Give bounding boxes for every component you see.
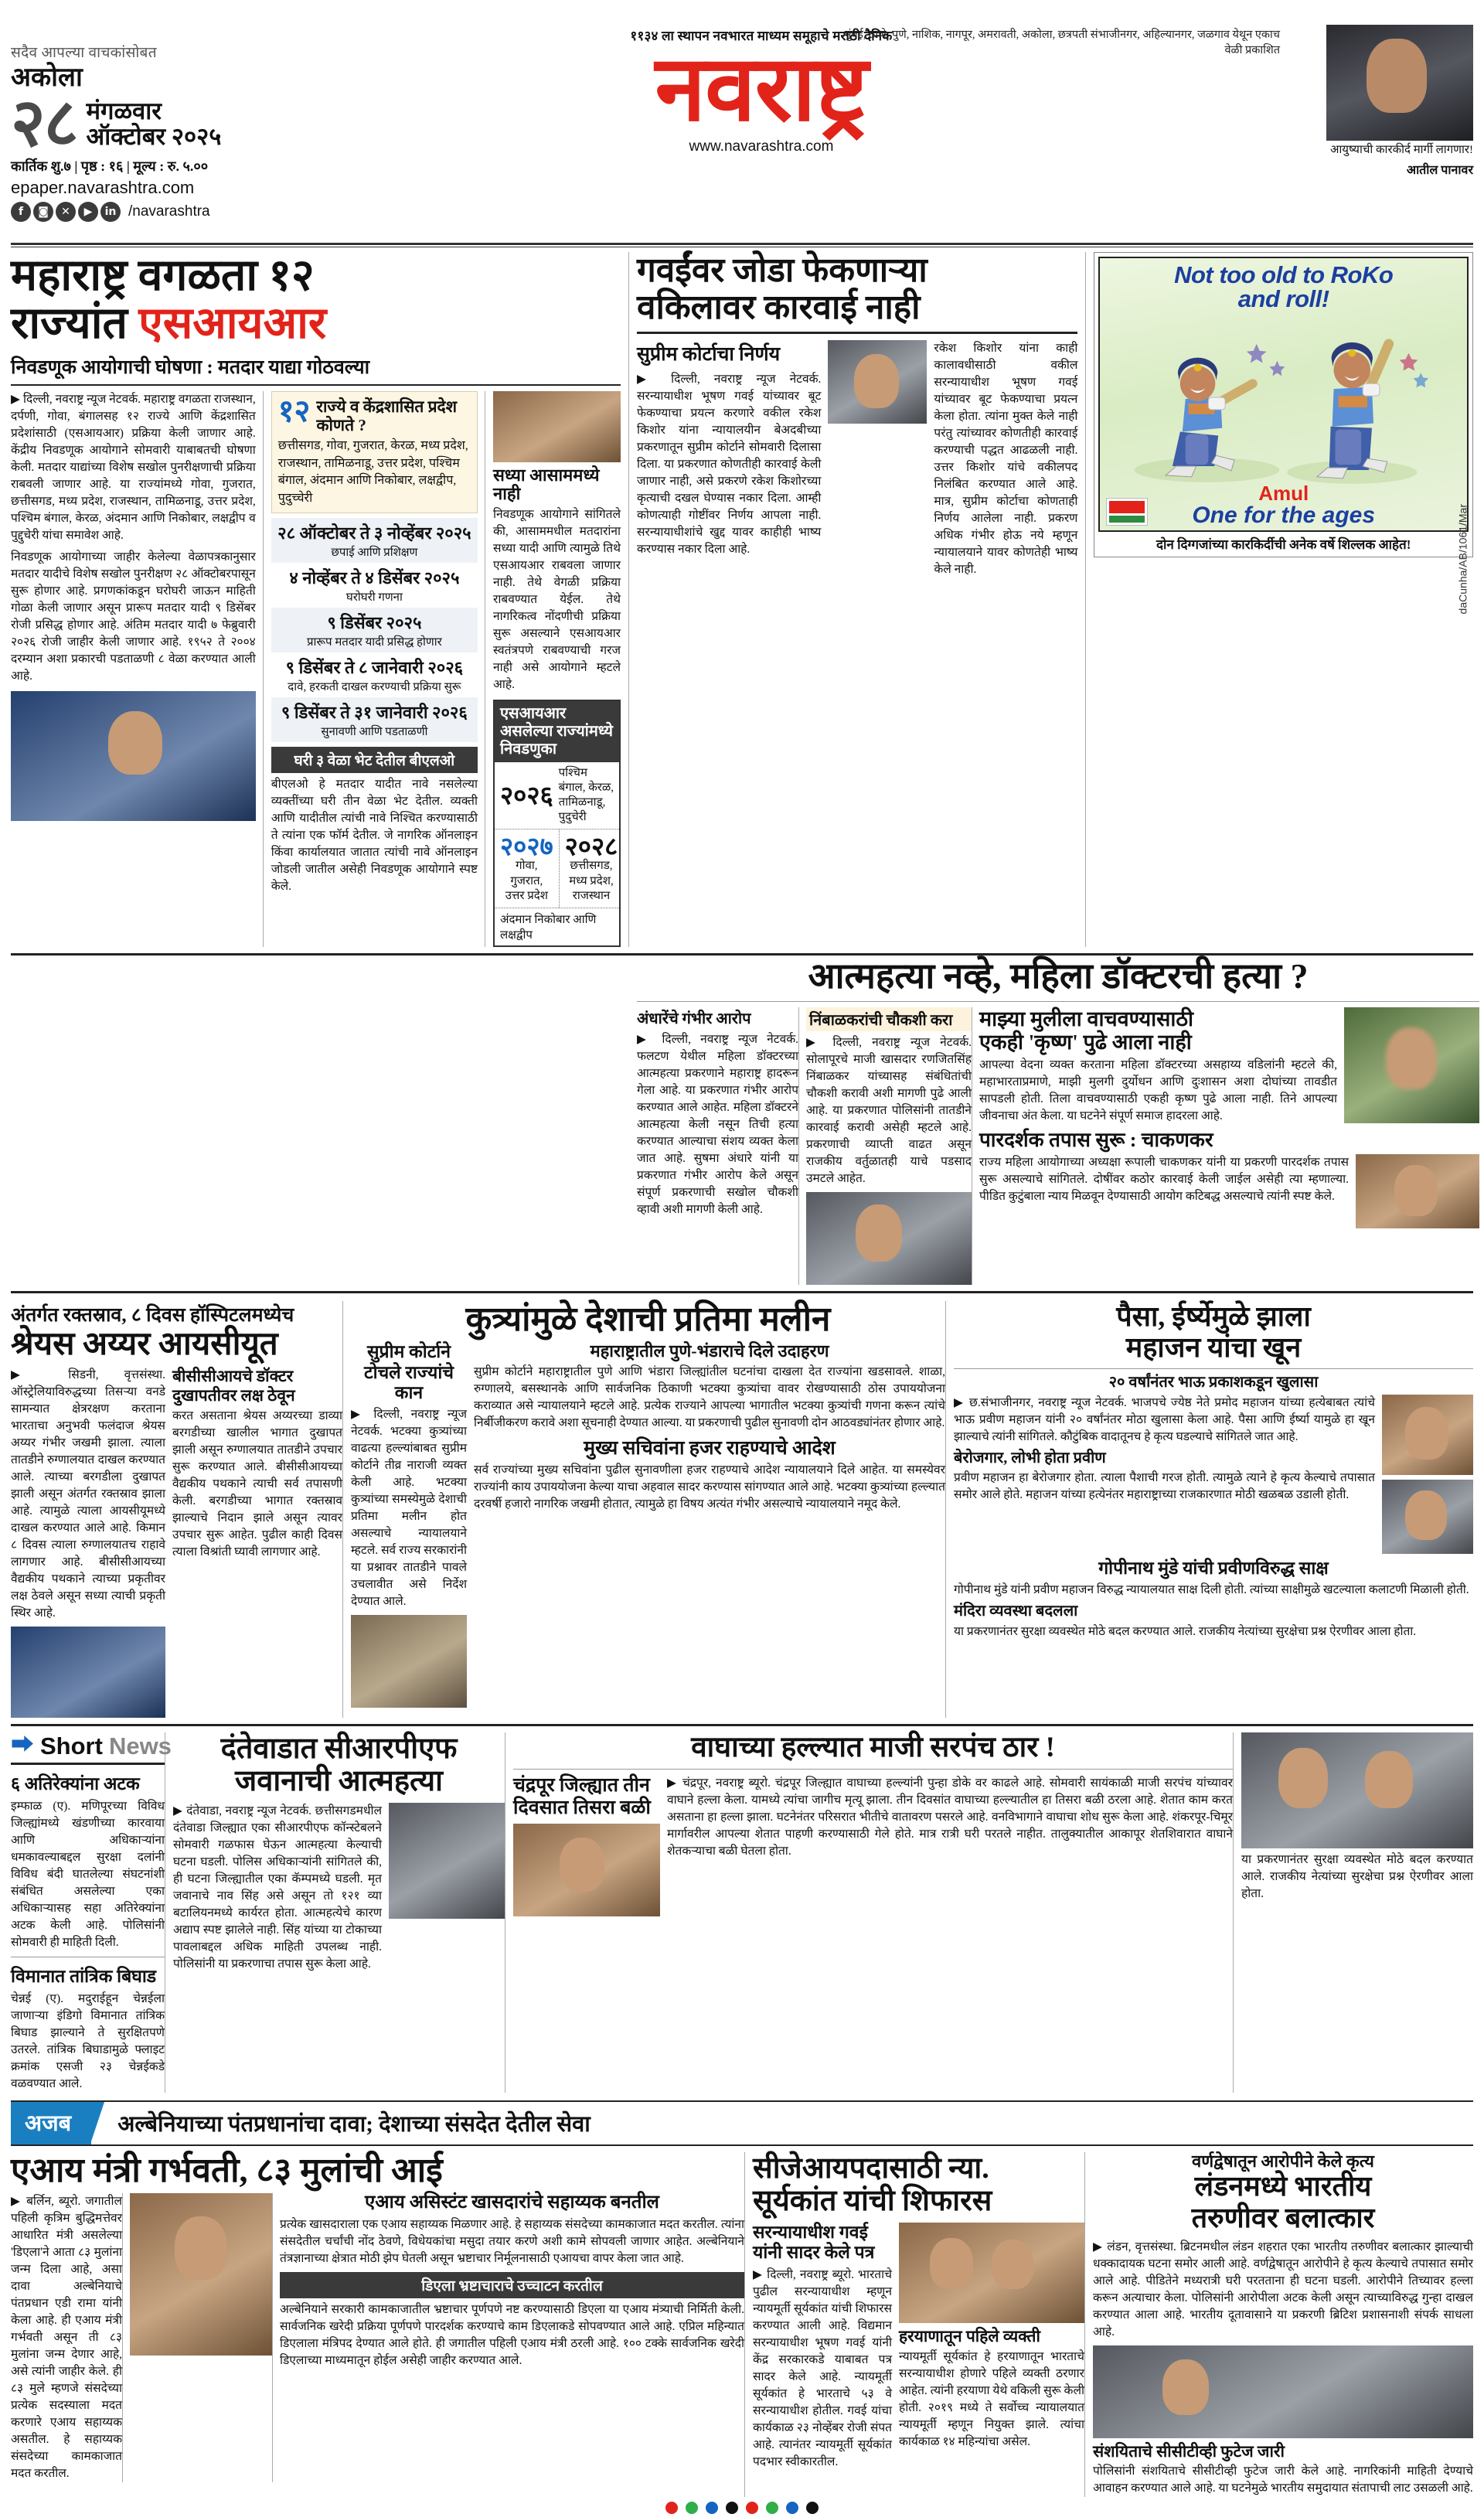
timeline-label: प्रारूप मतदार यादी प्रसिद्ध होणार — [306, 635, 442, 649]
doctor-photo-2 — [806, 1192, 972, 1285]
short-news-title-2: News — [108, 1732, 172, 1759]
munde-sub: गोपीनाथ मुंडे यांची प्रवीणविरुद्ध साक्ष — [1098, 1558, 1329, 1578]
doctor-headline: आत्महत्या नव्हे, महिला डॉक्टरची हत्या ? — [808, 956, 1309, 996]
shreyas-body: ▶ सिडनी, वृत्तसंस्था. ऑस्ट्रेलियाविरुद्धच्या तिसऱ्या वनडे सामन्यात क्षेत्ररक्षण करताना भारताचा अनुभवी फलंदाज श्रेयस अय्यर गंभीर जखमी झाला. त्याला तातडीने रुग्णालयात दाखल करण्यात आले. त्याच्या बरगडीला दुखापत झाली असून अंतर्गत रक्तस्राव झाला आहे. त्यामुळे त्याला आयसीयूमध्ये दाखल करण्यात आले आहे. किमान ८ दिवस त्याला रुग्णालयातच राहावे लागणार आहे. बीसीसीआयच्या वैद्यकीय पथकाने त्याच्या प्रकृतीवर लक्ष ठेवले असून सध्या त्याची प्रकृती स्थिर आहे. — [11, 1368, 165, 1620]
short-news-item-body: इम्फाळ (ए). मणिपूरच्या विविध जिल्ह्यांमध्ये खंडणीच्या कारवाया आणि अधिकाऱ्यांना धमकावल्याबद्दल सुरक्षा दलांनी विविध बंदी घातलेल्या संघटनांशी संबंधित असलेल्या एका अधिकाऱ्यासह सहा अतिरेक्यांना अटक केली आहे. पोलिसांनी सोमवारी ही माहिती दिली. — [11, 1799, 165, 1949]
mahajan-sub-1: बेरोजगार, लोभी होता प्रवीण — [954, 1449, 1106, 1466]
london-photo — [1093, 2345, 1473, 2438]
edition-city: अकोला — [11, 63, 83, 92]
doctor-sub-2: निंबाळकरांची चौकशी करा — [806, 1007, 972, 1031]
mahajan-headline-l1: पैसा, ईर्ष्येमुळे झाला — [1116, 1300, 1311, 1332]
crpf-photo — [389, 1803, 505, 1919]
masthead — [11, 8, 1473, 240]
assam-headline: सध्या आसाममध्ये नाही — [493, 465, 600, 503]
london-headline-l2: तरुणीवर बलात्कार — [1191, 2202, 1375, 2233]
mahajan-extra — [1241, 1732, 1473, 2093]
states-count: १२ — [277, 394, 311, 429]
gavai-kicker: सुप्रीम कोर्टाचा निर्णय — [637, 344, 781, 366]
timeline-row — [271, 652, 478, 697]
short-news-item-head: ६ अतिरेक्यांना अटक — [11, 1773, 140, 1794]
chakankar-body: राज्य महिला आयोगाच्या अध्यक्षा रूपाली चाकणकर यांनी या प्रकरणी पारदर्शक तपास सुरू असल्याचे सांगितले. दोषींवर कठोर कारवाई केली जाईल असेही त्या म्हणाल्या. पीडित कुटुंबाला न्याय मिळवून देण्यासाठी आयोग कटिबद्ध असल्याचे त्यांनी स्पष्ट केले. — [979, 1156, 1349, 1204]
dogs-photo — [351, 1615, 467, 1708]
lead-headline-red: एसआयआर — [138, 298, 327, 348]
shreyas-kicker: अंतर्गत रक्तस्राव, ८ दिवस हॉस्पिटलमध्येच — [11, 1304, 294, 1326]
reg-mark-black-2 — [806, 2502, 819, 2514]
story-tiger — [513, 1732, 1234, 2093]
doctor-victim-photo — [1344, 1007, 1479, 1123]
tagline: सदैव आपल्या वाचकांसोबत — [11, 45, 157, 61]
cji-photo — [899, 2223, 1084, 2323]
masthead-center — [243, 8, 1280, 155]
cji-headline-l2: सूर्यकांत यांची शिफारस — [753, 2185, 992, 2218]
timeline-date: २८ ऑक्टोबर ते ३ नोव्हेंबर २०२५ — [277, 523, 471, 543]
amul-credit: daCunha/AB/1061/Mar — [1456, 504, 1469, 615]
reg-mark-green-2 — [766, 2502, 778, 2514]
ajab-band-text: अल्बेनियाच्या पंतप्रधानांचा दावा; देशाच्या संसदेत देतील सेवा — [117, 2111, 591, 2137]
doctor-body-1: ▶ दिल्ली, नवराष्ट्र न्यूज नेटवर्क. फलटण येथील महिला डॉक्टरच्या आत्महत्या प्रकरणाने महाराष्ट्र हादरून गेला आहे. या प्रकरणात गंभीर आरोप करण्यात आले आहेत. महिला डॉक्टरने आत्महत्या केली नसून तिची हत्या करण्यात आल्याचा संशय व्यक्त केला जात आहे. सुषमा अंधारे यांनी या प्रकरणात गंभीर आरोप केले असून संपूर्ण प्रकरणाची सखोल चौकशी व्हावी अशी मागणी केली आहे. — [637, 1032, 798, 1216]
albania-headline — [11, 2152, 744, 2189]
sir-box-title: एसआयआर असलेल्या राज्यांमध्ये निवडणुका — [495, 701, 619, 762]
lead-col-3 — [493, 391, 621, 947]
doctor-body-2: ▶ दिल्ली, नवराष्ट्र न्यूज नेटवर्क. सोलापूरचे माजी खासदार रणजितसिंह निंबाळकर यांच्यासह संबंधितांची चौकशी करावी अशी मागणी पुढे आली आहे. या प्रकरणात पोलिसांनी तातडीने कारवाई करावी असेही म्हटले आहे. प्रकरणाची व्याप्ती वाढत असून राजकीय वर्तुळातही याचे पडसाद उमटले आहेत. — [806, 1035, 972, 1185]
sir-elections-box — [493, 700, 621, 947]
timeline-label: छपाई आणि प्रशिक्षण — [331, 546, 418, 559]
tiger-sub-l2: दिवसात तिसरा बळी — [513, 1797, 651, 1818]
anchor-caption: आयुष्याची कारकीर्द मार्गी लागणार! — [1329, 144, 1473, 156]
gavai-photo — [828, 340, 927, 424]
shreyas-headline: श्रेयस अय्यर आयसीयूत — [11, 1326, 278, 1362]
dogs-kicker-right: महाराष्ट्रातील पुणे-भंडाराचे दिले उदाहरण — [590, 1341, 829, 1361]
gavai-body-left: ▶ दिल्ली, नवराष्ट्र न्यूज नेटवर्क. सरन्यायाधीश भूषण गवई यांच्यावर बूट फेकण्याचा प्रयत्न करणारे वकील रकेश किशोर यांना न्यायालयीन बेअदबीच्या प्रकरणातून सुप्रीम कोर्टाने सोमवारी दिलासा दिला. या प्रकरणात कोणतीही कारवाई केली जाणार नाही, असे प्रकरणे रकेश किशोरच्या कृत्याची दखल घेण्यास नकार दिला. आम्ही कोणत्याही गोष्टींवर निर्णय आपला नाही. सरन्यायाधीशांचे खुद्द यावर काहीही भाष्य करण्यास नकार दिला आहे. — [637, 373, 822, 557]
amul-line2: and roll! — [1237, 285, 1329, 312]
sir-year: २०२६ — [500, 781, 553, 810]
established-line: ११३४ ला स्थापन नवभारत माध्यम समूहाचे मराठी दैनिक — [630, 29, 893, 43]
doctor-body-3: आपल्या वेदना व्यक्त करताना महिला डॉक्टरच्या असहाय्य वडिलांनी म्हटले की, महाभारताप्रमाणे, माझी मुलगी दुर्योधन आणि दुःशासन अशा दोघांच्या तावडीत सापडली होती. तिला वाचवण्यासाठी एकही कृष्ण पुढे आला नाही. तिने आपल्या जीवनाचा अंत केला. या घटनेने संपूर्ण समाज हादरला आहे. — [979, 1058, 1337, 1123]
mahajan-photo-2 — [1382, 1480, 1473, 1554]
bcci-sub: बीसीसीआयचे डॉक्टर दुखापतीवर लक्ष ठेवून — [172, 1366, 295, 1405]
reg-mark-red-2 — [746, 2502, 758, 2514]
lead-photo — [11, 691, 256, 821]
arrow-right-icon: ⮕ — [11, 1731, 34, 1759]
tiger-sub-l1: चंद्रपूर जिल्ह्यात तीन — [513, 1774, 650, 1796]
london-headline-l1: लंडनमध्ये भारतीय — [1194, 2170, 1372, 2202]
shreyas-photo — [11, 1627, 165, 1718]
london-body-2: पोलिसांनी संशयिताचे सीसीटीव्ही फुटेज जारी केले आहे. नागरिकांनी माहिती देण्याचे आवाहन करण्यात आले आहे. या घटनेमुळे भारतीय समुदायात संतापाची लाट उसळली आहे. — [1093, 2465, 1473, 2495]
amul-tagline: One for the ages — [1192, 502, 1376, 528]
section-lead — [11, 252, 1473, 947]
instagram-icon[interactable]: ◙ — [33, 202, 53, 222]
reg-mark-blue — [706, 2502, 718, 2514]
reg-mark-red — [665, 2502, 678, 2514]
lead-body-2: निवडणूक आयोगाच्या जाहीर केलेल्या वेळापत्रकानुसार मतदार यादीचे विशेष सखोल पुनरीक्षण २८ ऑक्टोबरपासून सुरू होणार आहे. प्रगणकांकडून घरोघरी जाऊन माहिती गोळा केली जाणार असून प्रारूप मतदार यादी ९ डिसेंबर रोजी प्रसिद्ध होणार आहे. अंतिम मतदार यादी ७ फेब्रुवारी २०२६ रोजी जाहीर केली जाणार आहे. १९५२ ते २००४ दरम्यान अशा प्रकारची पडताळणी ८ वेळा करण्यात आली आहे. — [11, 550, 256, 683]
lead-columns — [11, 391, 621, 947]
albania-sub: एआय असिस्टंट खासदारांचे सहाय्यक बनतील — [365, 2192, 659, 2213]
sir-row — [495, 762, 619, 830]
doctor-sub-1: अंधारेंचे गंभीर आरोप — [637, 1010, 751, 1027]
mahajan-body-3: या प्रकरणानंतर सुरक्षा व्यवस्थेत मोठे बदल करण्यात आले. राजकीय नेत्यांच्या सुरक्षेचा प्रश्न ऐरणीवर आला होता. — [954, 1624, 1417, 1638]
diella-body: अल्बेनियाने सरकारी कामकाजातील भ्रष्टाचार पूर्णपणे नष्ट करण्यासाठी डिएला या एआय मंत्र्याची निर्मिती केली. सार्वजनिक खरेदी प्रक्रिया पूर्णपणे पारदर्शक करण्याचे काम डिएलाकडे सोपवण्यात आले आहे. एप्रिल महिन्यात डिएलाला मंत्रिपद देण्यात आले होते. ही जगातील पहिली एआय मंत्री ठरली आहे. १०० टक्के सार्वजनिक खरेदी डिएलाच्या माध्यमातून होईल असेही जाहीर करण्यात आले. — [280, 2303, 744, 2368]
lead-deck: निवडणूक आयोगाची घोषणा : मतदार याद्या गोठवल्या — [11, 353, 621, 386]
states-box — [271, 391, 478, 513]
issue-meta: कार्तिक शु.७ | पृष्ठ : १६ | मूल्य : रु. ५.०० — [11, 158, 209, 175]
timeline-date: ९ डिसेंबर २०२५ — [327, 612, 422, 632]
sir-year: २०२७ — [500, 832, 553, 861]
london-kicker: वर्णद्वेषातून आरोपीने केले कृत्य — [1192, 2151, 1374, 2171]
cji-body-2: न्यायमूर्ती सूर्यकांत हे हरयाणातून भारताचे सरन्यायाधीश होणारे पहिले व्यक्ती ठरणार आहेत. त्यांनी हरयाणा येथे वकिली सुरू केली होती. २०१९ मध्ये ते सर्वोच्च न्यायालयात न्यायमूर्ती म्हणून नियुक्त झाले. त्यांचा कार्यकाळ १४ महिन्यांचा असेल. — [899, 2349, 1084, 2448]
short-news — [11, 1731, 172, 2093]
mahajan-photo-3 — [1241, 1732, 1473, 1848]
albania-body: ▶ बर्लिन, ब्यूरो. जगातील पहिली कृत्रिम बुद्धिमत्तेवर आधारित मंत्री असलेल्या 'डिएला'ने आता ८३ मुलांना जन्म दिला आहे, असा दावा अल्बेनियाचे पंतप्रधान एडी रामा यांनी केला आहे. ही एआय मंत्री गर्भवती असून ती ८३ मुलांना जन्म देणार आहे, असे त्यांनी जाहीर केले. ही ८३ मुले म्हणजे संसदेच्या प्रत्येक सदस्याला मदत करणारे एआय सहाय्यक असतील. हे सहाय्यक संसदेच्या कामकाजात मदत करतील. — [11, 2195, 122, 2481]
lead-story — [11, 252, 629, 947]
amul-advertisement — [1094, 252, 1473, 947]
mahajan-kicker: २० वर्षांनंतर भाऊ प्रकाशकडून खुलासा — [1108, 1374, 1319, 1392]
dogs-kicker-left: सुप्रीम कोर्टाने टोचले राज्यांचे कान — [364, 1342, 454, 1402]
section-d — [11, 1732, 1473, 2093]
anchor-photo — [1326, 25, 1473, 141]
cji-sub: सरन्यायाधीश गवई यांनी सादर केले पत्र — [753, 2223, 875, 2263]
election-timeline — [271, 518, 478, 742]
timeline-label: सुनावणी आणि पडताळणी — [321, 725, 428, 738]
cricketers-illustration — [1100, 312, 1467, 490]
epaper-url[interactable]: epaper.navarashtra.com — [11, 178, 195, 198]
x-twitter-icon[interactable]: ✕ — [56, 202, 76, 222]
albania-headline-l1: एआय मंत्री गर्भवती, — [11, 2151, 248, 2189]
timeline-label: दावे, हरकती दाखल करण्याची प्रक्रिया सुरू — [288, 680, 461, 693]
mahajan-photo-1 — [1382, 1395, 1473, 1475]
lead-headline-line2 — [11, 300, 621, 348]
gavai-body-right: रकेश किशोर यांना काही कालावधीसाठी वकील सरन्यायाधीश भूषण गवई यांच्यावर बूट फेकण्याचा प्रयत्न केला होता. त्यांना मुक्त केले नाही परंतु त्यांच्यावर कोणतीही कारवाई करण्याची पद्धत आढळली नाही. उत्तर किशोर यांचे वकीलपद निलंबित करण्यात आले आहे. मात्र, सुप्रीम कोर्टाचा कोणताही निर्णय आलेला नाही. प्रकरण अधिक गंभीर होऊ नये म्हणून न्यायालयाने यावर कोणतेही भाष्य केले नाही. — [934, 342, 1078, 577]
story-dogs — [351, 1301, 946, 1718]
doctor-col-2 — [806, 1007, 972, 1285]
story-crpf — [173, 1732, 505, 2093]
mahajan-body-1: प्रवीण महाजन हा बेरोजगार होता. त्याला पैशाची गरज होती. त्यामुळे त्याने हे कृत्य केल्याचे तपासात समोर आले होते. महाजन यांच्या हत्येनंतर महाराष्ट्राच्या राजकारणात मोठी खळबळ उडाली होती. — [954, 1471, 1375, 1502]
timeline-row — [271, 608, 478, 652]
cji-sub-2: हरयाणातून पहिले व्यक्ती — [899, 2327, 1040, 2346]
date-day: २८ — [11, 86, 77, 160]
section-c — [11, 1301, 1473, 1718]
sir-row — [495, 829, 560, 908]
mahajan-sub-3: मंदिरा व्यवस्था बदलला — [954, 1603, 1078, 1620]
timeline-row — [271, 518, 478, 563]
anchor-pointer: आतील पानावर — [1406, 163, 1473, 177]
dogs-headline: कुत्र्यांमुळे देशाची प्रतिमा मलीन — [465, 1300, 831, 1338]
story-albania — [11, 2152, 745, 2497]
dogs-body-mid: सुप्रीम कोर्टाने महाराष्ट्रातील पुणे आणि भंडारा जिल्ह्यांतील घटनांचा दाखला देत राज्यांना खडसावले. शाळा, रुग्णालये, बसस्थानके आणि सार्वजनिक ठिकाणी भटक्या कुत्र्यांचा वावर रोखण्यासाठी ठोस उपाययोजना कराव्यात असे न्यायालयाने म्हटले आहे. प्रत्येक राज्याने आपल्या भागातील भटक्या कुत्र्यांची गणना करून त्यांचे निर्बीजीकरण करावे अशा सूचनाही देण्यात आल्या. या प्रकरणाची पुढील सुनावणी दोन आठवड्यांनंतर होणार आहे. — [474, 1364, 945, 1429]
gavai-headline-line1: गवईंवर जोडा फेकणाऱ्या — [637, 251, 928, 289]
albania-headline-l2: ८३ मुलांची आई — [256, 2151, 443, 2189]
chakankar-photo — [1356, 1154, 1479, 1228]
sir-states: पश्चिम बंगाल, केरळ, तामिळनाडू, पुदुचेरी — [558, 766, 614, 824]
story-doctor — [11, 957, 1473, 1285]
short-news-title-1: Short — [40, 1732, 103, 1759]
mahajan-headline-l2: महाजन यांचा खून — [1125, 1331, 1302, 1363]
lead-col-1 — [11, 391, 264, 947]
date-month-year: ऑक्टोबर २०२५ — [86, 122, 222, 150]
story-london — [1093, 2152, 1473, 2497]
date-block — [11, 86, 243, 160]
amul-footer — [1100, 483, 1467, 528]
short-news-item-head: विमानात तांत्रिक बिघाड — [11, 1966, 157, 1986]
tiger-victim-photo — [513, 1824, 660, 1916]
sir-year: २०२८ — [564, 832, 618, 861]
albania-photo — [130, 2193, 272, 2356]
short-news-header — [11, 1731, 172, 1765]
states-box-list: छत्तीसगड, गोवा, गुजरात, केरळ, मध्य प्रदेश, राजस्थान, तामिळनाडू, उत्तर प्रदेश, पश्चिम बंगाल, अंदमान आणि निकोबार, लक्षद्वीप, पुदुच्चेरी — [277, 439, 468, 505]
short-news-item-body: चेन्नई (ए). मदुराईहून चेन्नईला जाणाऱ्या इंडिगो विमानात तांत्रिक बिघाड झाल्याने ते सुरक्षितपणे उतरले. तांत्रिक बिघाडामुळे फ्लाइट क्रमांक एसजी २३ चेन्नईकडे वळवण्यात आले. — [11, 1991, 165, 2090]
social-handle: /navarashtra — [128, 203, 210, 220]
sir-footer: अंदमान निकोबार आणि लक्षद्वीप — [500, 913, 597, 942]
timeline-label: घरोघरी गणना — [345, 591, 403, 604]
chakankar-sub: पारदर्शक तपास सुरू : चाकणकर — [979, 1129, 1213, 1152]
doctor-col-3 — [979, 1007, 1479, 1285]
london-body: ▶ लंडन, वृत्तसंस्था. ब्रिटनमधील लंडन शहरात एका भारतीय तरुणीवर बलात्कार झाल्याची धक्कादायक घटना समोर आली आहे. वर्णद्वेषातून आरोपीने हे कृत्य केल्याचे तपासात समोर आले आहे. पीडितेने मध्यरात्री घरी परतताना ही घटना घडली. आरोपीने तिच्यावर हल्ला करून अत्याचार केला. पोलिसांनी आरोपीला अटक केली असून त्याच्याविरुद्ध गुन्हा दाखल करण्यात आला आहे. भारतीय दूतावासाने या प्रकरणी ब्रिटिश प्रशासनाशी संपर्क साधला आहे. — [1093, 2240, 1473, 2339]
albania-body-2: प्रत्येक खासदाराला एक एआय सहाय्यक मिळणार आहे. हे सहाय्यक संसदेच्या कामकाजात मदत करतील. त्यांना संसदेतील चर्चांची नोंद ठेवणे, विधेयकांचा मसुदा तयार करणे अशी कामे सोपवली जाणार आहेत. अल्बेनियाने तंत्रज्ञानाच्या क्षेत्रात मोठी झेप घेतली असून भ्रष्टाचार निर्मूलनासाठी एआयचा वापर केला जात आहे. — [280, 2218, 744, 2266]
reg-mark-blue-2 — [786, 2502, 798, 2514]
timeline-row — [271, 697, 478, 742]
date-weekday: मंगळवार — [86, 97, 162, 124]
lead-col-2 — [271, 391, 485, 947]
crpf-body: ▶ दंतेवाडा, नवराष्ट्र न्यूज नेटवर्क. छत्तीसगडमधील दंतेवाडा जिल्ह्यात एका सीआरपीएफ कॉन्स्टेबलने सोमवारी गळफास घेऊन आत्महत्या केल्याची घटना घडली. पोलिस अधिकाऱ्यांनी सांगितले की, ही घटना जिल्ह्यातील एका कॅम्पमध्ये घडली. मृत जवानाचे नाव सिंह असे असून तो १२१ व्या बटालियनमध्ये कार्यरत होता. आत्महत्येचे कारण अद्याप स्पष्ट झालेले नाही. सिंह यांच्या या टोकाच्या पावलाबद्दल अधिक माहिती उपलब्ध नाही. पोलिसांनी या प्रकरणाचा तपास सुरू केला आहे. — [173, 1804, 382, 1971]
dogs-sub: मुख्य सचिवांना हजर राहण्याचे आदेश — [584, 1437, 836, 1459]
story-shreyas — [11, 1301, 343, 1718]
linkedin-icon[interactable]: in — [100, 202, 121, 222]
states-box-title: राज्ये व केंद्रशासित प्रदेश कोणते ? — [316, 397, 457, 435]
sir-row — [560, 829, 624, 908]
social-links[interactable] — [11, 202, 243, 222]
doctor-sub-3-l2: एकही 'कृष्ण' पुढे आला नाही — [979, 1030, 1192, 1054]
dogs-body-left: ▶ दिल्ली, नवराष्ट्र न्यूज नेटवर्क. भटक्या कुत्र्यांच्या वाढत्या हल्ल्यांबाबत सुप्रीम कोर्टाने तीव्र नाराजी व्यक्त केली आहे. भटक्या कुत्र्यांच्या समस्येमुळे देशाची प्रतिमा मलीन होत असल्याचे न्यायालयाने म्हटले. सर्व राज्य सरकारांनी या प्रश्नावर तातडीने पावले उचलावीत असे निर्देश देण्यात आले. — [351, 1408, 467, 1609]
lead-body-1: ▶ दिल्ली, नवराष्ट्र न्यूज नेटवर्क. महाराष्ट्र वगळता राजस्थान, दर्पणी, गोवा, बंगालसह १२ राज्ये आणि केंद्रशासित प्रदेशांसाठी (एसआयआर) प्रक्रिया केली जाणार आहे. केंद्रीय निवडणूक आयोगाने सोमवारी याबाबतची घोषणा केली. मतदार याद्यांच्या विशेष सखोल पुनरीक्षणाची प्रक्रिया राबवली जाणार आहे. या राज्यांमध्ये गोवा, गुजरात, छत्तीसगड, मध्य प्रदेश, राजस्थान, तामिळनाडू, उत्तर प्रदेश, पश्चिम बंगाल, केरळ, अंदमान आणि निकोबार, लक्षद्वीप व पुद्दुचेरी यांचा समावेश आहे. — [11, 393, 256, 543]
dogs-sub-body: सर्व राज्यांच्या मुख्य सचिवांना पुढील सुनावणीला हजर राहण्याचे आदेश न्यायालयाने दिले आहेत. या समस्येवर राज्यांनी काय उपाययोजना केल्या याचा अहवाल सादर करण्यास सांगण्यात आले आहे. भटक्या कुत्र्यांच्या हल्ल्यात दरवर्षी हजारो नागरिक जखमी होतात, त्यामुळे हा विषय अत्यंत गंभीर असल्याचे न्यायालयाने नमूद केले. — [474, 1463, 945, 1511]
mahajan-body: ▶ छ.संभाजीनगर, नवराष्ट्र न्यूज नेटवर्क. भाजपचे ज्येष्ठ नेते प्रमोद महाजन यांच्या हत्येबाबत त्यांचे भाऊ प्रवीण महाजन यांनी २० वर्षांनंतर मोठा खुलासा केला आहे. पैसा आणि ईर्ष्या यामुळे हा खून झाल्याचे त्यांनी सांगितले. कौटुंबिक वादातूनच हे कृत्य घडल्याचे सांगितले जात आहे. — [954, 1395, 1375, 1443]
sir-states: छत्तीसगड, मध्य प्रदेश, राजस्थान — [569, 860, 614, 902]
amul-caption: दोन दिग्गजांच्या कारकिर्दीची अनेक वर्षे शिल्लक आहेत! — [1156, 537, 1411, 552]
bcci-body: करत असताना श्रेयस अय्यरच्या डाव्या बरगडीच्या खालील भागात दुखापत झाली असून रुग्णालयात तातडीने उपचार सुरू करण्यात आले. बीसीसीआयच्या वैद्यकीय पथकाने त्याची सर्व तपासणी केली. बरगडीच्या भागात रक्तस्राव झाल्याचे निदान झाले असून त्यावर उपचार सुरू आहेत. पुढील काही दिवस त्याला विश्रांती घ्यावी लागणार आहे. — [172, 1409, 342, 1559]
house-visit-title: घरी ३ वेळा भेट देतील बीएलओ — [271, 747, 478, 773]
lead-photo-caption: बीएलओ हे मतदार यादीत नावे नसलेल्या व्यक्तींच्या घरी तीन वेळा भेट देतील. व्यक्ती आणि यादीतील त्यांची नावे निश्चित करण्यासाठी ते त्यांना एक फॉर्म देतील. जे नागरिक ऑनलाइन किंवा कार्यालयात जातात त्यांची नावे ऑनलाइन जोडली जातील असेही निवडणूक आयोगाने स्पष्ट केले. — [271, 777, 478, 893]
timeline-date: ९ डिसेंबर ते ८ जानेवारी २०२६ — [285, 657, 464, 677]
amul-logo-icon — [1106, 498, 1148, 526]
youtube-icon[interactable]: ▶ — [78, 202, 98, 222]
diella-sub: डिएला भ्रष्टाचाराचे उच्चाटन करतील — [280, 2272, 744, 2298]
amul-brand: Amul — [1258, 481, 1309, 505]
lead-headline-line1: महाराष्ट्र वगळता १२ — [11, 251, 315, 300]
timeline-date: ४ नोव्हेंबर ते ४ डिसेंबर २०२५ — [289, 567, 460, 588]
mahajan-extra-body: या प्रकरणानंतर सुरक्षा व्यवस्थेत मोठे बदल करण्यात आले. राजकीय नेत्यांच्या सुरक्षेचा प्रश्न ऐरणीवर आला होता. — [1241, 1852, 1473, 1900]
reg-mark-green — [686, 2502, 698, 2514]
newspaper-logo: नवराष्ट्र — [655, 38, 868, 140]
amul-line1: Not too old to RoKo — [1174, 261, 1394, 288]
masthead-left — [11, 8, 243, 222]
timeline-row — [271, 563, 478, 608]
facebook-icon[interactable]: f — [11, 202, 31, 222]
story-mahajan — [954, 1301, 1473, 1718]
registration-marks — [11, 2502, 1473, 2514]
masthead-divider — [11, 243, 1473, 247]
lead-headline-black: राज्यांत — [11, 298, 139, 348]
doctor-sub-3-l1: माझ्या मुलीला वाचवण्यासाठी — [979, 1007, 1194, 1030]
story-gavai — [637, 252, 1086, 947]
story-cji — [753, 2152, 1085, 2497]
sir-states: गोवा, गुजरात, उत्तर प्रदेश — [505, 860, 548, 902]
assam-body: निवडणूक आयोगाने सांगितले की, आसाममधील मतदारांना सध्या यादी आणि त्यामुळे तिथे एसआयआर राबवला जाणार नाही. तेथे वेगळी प्रक्रिया राबवण्यात येईल. तेथे नागरिकत्व नोंदणीची प्रक्रिया सुरू असल्याने एसआयआर स्वतंत्रपणे राबवण्याची गरज नाही असे आयोगाने म्हटले आहे. — [493, 507, 621, 691]
sir-row-pair — [495, 829, 619, 908]
london-sub: संशयिताचे सीसीटीव्ही फुटेज जारी — [1093, 2441, 1285, 2461]
ajab-band — [11, 2100, 1473, 2146]
ajab-tag: अजब — [11, 2102, 91, 2144]
amul-ad-frame — [1094, 252, 1473, 615]
cji-body: ▶ दिल्ली, नवराष्ट्र ब्यूरो. भारताचे पुढील सरन्यायाधीश म्हणून न्यायमूर्ती सूर्यकांत यांची शिफारस करण्यात आली आहे. विद्यमान सरन्यायाधीश भूषण गवई यांनी केंद्र सरकारकडे याबाबत पत्र सादर केले आहे. न्यायमूर्ती सूर्यकांत हे भारताचे ५३ वे सरन्यायाधीश होतील. गवई यांचा कार्यकाळ २३ नोव्हेंबर रोजी संपत आहे. त्यानंतर न्यायमूर्ती सूर्यकांत पदभार स्वीकारतील. — [753, 2267, 892, 2468]
cji-headline-l1: सीजेआयपदासाठी न्या. — [753, 2151, 989, 2185]
crpf-headline-l2: जवानाची आत्महत्या — [235, 1765, 443, 1798]
tiger-body: ▶ चंद्रपूर, नवराष्ट्र ब्यूरो. चंद्रपूर जिल्ह्यात वाघाच्या हल्ल्यांनी पुन्हा डोके वर काढले आहे. सोमवारी सायंकाळी माजी सरपंच यांच्यावर वाघाने हल्ला केला. यामध्ये त्यांचा जागीच मृत्यू झाला. तीन दिवसांत वाघाच्या हल्ल्यातील हा तिसरा बळी ठरला आहे. शेतात काम करत असताना हा हल्ला झाला. घटनेनंतर परिसरात भीतीचे वातावरण पसरले आहे. वनविभागाने वाघाचा शोध सुरू केला आहे. शंकरपूर-चिमूर मार्गावरील आपल्या शेतात पाहणी करण्यासाठी गेले होते. मात्र रात्री घरी परतले नाहीत. तालुक्यातील आकापूर शेतशिवारात वाघाने शेतकऱ्याचा बळी घेतला होता. — [667, 1776, 1233, 1858]
section-e — [11, 2152, 1473, 2497]
timeline-date: ९ डिसेंबर ते ३१ जानेवारी २०२६ — [281, 702, 468, 722]
website-url[interactable]: www.navarashtra.com — [689, 138, 834, 155]
reg-mark-black — [726, 2502, 738, 2514]
assam-photo — [493, 391, 621, 462]
munde-body: गोपीनाथ मुंडे यांनी प्रवीण महाजन विरुद्ध न्यायालयात साक्ष दिली होती. त्यांच्या साक्षीमुळे खटल्याला कलाटणी मिळाली होती. — [954, 1583, 1469, 1597]
tiger-headline: वाघाच्या हल्ल्यात माजी सरपंच ठार ! — [691, 1731, 1055, 1763]
masthead-right — [1280, 8, 1473, 178]
crpf-headline-l1: दंतेवाडात सीआरपीएफ — [220, 1732, 458, 1765]
gavai-headline-line2: वकिलावर कारवाई नाही — [637, 288, 921, 326]
doctor-col-1 — [637, 1007, 799, 1285]
editions-list: मुंबई, ठाणे, पुणे, नाशिक, नागपूर, अमरावती, अकोला, छत्रपती संभाजीनगर, अहिल्यानगर, जळगाव येथून एकाच वेळी प्रकाशित — [844, 29, 1280, 56]
